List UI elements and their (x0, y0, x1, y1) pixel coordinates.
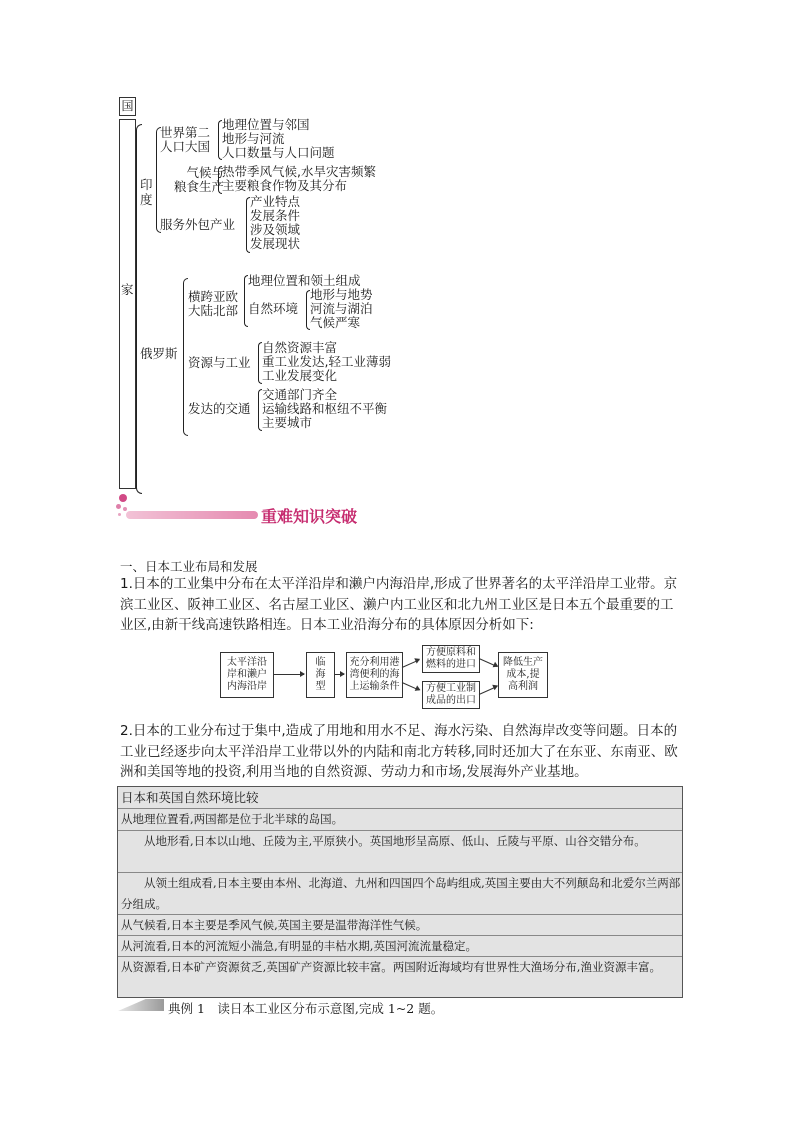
paragraph-2: 2.日本的工业分布过于集中,造成了用地和用水不足、海水污染、自然海岸改变等问题。日本的工业已经逐步向太平洋沿岸工业带以外的内陆和南北方转移,同时还加大了在东亚、东南亚、欧洲和美国等地的投资,利用当地的自然资源、劳动力和市场,发展海外产业基地。 (120, 723, 678, 780)
outline-item: 主要粮食作物及其分布 (222, 178, 348, 193)
outline-item: 工业发展变化 (262, 368, 338, 383)
outline-item: 主要城市 (262, 415, 313, 430)
outline-item: 发展现状 (250, 236, 301, 251)
flow-arrow (335, 674, 344, 675)
flow-box-import: 方便原料和 燃料的进口 (422, 645, 480, 673)
outline-item: 交通部门齐全 (262, 387, 338, 402)
comparison-title: 日本和英国自然环境比较 (118, 787, 682, 809)
outline-guo-box: 国 (119, 97, 136, 116)
subheading: 一、日本工业布局和发展 (120, 559, 258, 574)
outline-india-group2-label: 气候与 粮食生产 (174, 165, 225, 194)
outline-item: 产业特点 (250, 194, 301, 209)
comparison-row: 从领土组成看,日本主要由本州、北海道、九州和四国四个岛屿组成,英国主要由大不列颠岛和北爱尔兰两部分组成。 (118, 873, 682, 915)
outline-item: 涉及领域 (250, 222, 301, 237)
outline-russia-env-label: 自然环境 (248, 301, 299, 316)
example-question: 典例 1 读日本工业区分布示意图,完成 1~2 题。 (168, 1001, 444, 1016)
outline-item: 地理位置和领土组成 (248, 273, 361, 288)
outline-item: 热带季风气候,水旱灾害频繁 (222, 164, 376, 179)
outline-main-column (119, 119, 136, 489)
outline-item: 人口数量与人口问题 (222, 145, 335, 160)
section-header-title: 重难知识突破 (261, 507, 358, 526)
outline-russia-label: 俄罗斯 (140, 346, 178, 361)
outline-jia-label: 家 (121, 282, 134, 297)
comparison-row: 从地形看,日本以山地、丘陵为主,平原狭小。英国地形呈高原、低山、丘陵与平原、山谷交错分布。 (118, 831, 682, 873)
outline-item: 地形与地势 (310, 287, 373, 302)
flow-box-export: 方便工业制 成品的出口 (422, 681, 480, 709)
comparison-row: 从气候看,日本主要是季风气候,英国主要是温带海洋性气候。 (118, 915, 682, 936)
flow-box-type: 临 海 型 (306, 652, 335, 698)
outline-item: 发展条件 (250, 208, 301, 223)
outline-russia-group2-label: 资源与工业 (188, 355, 251, 370)
flow-arrow (479, 658, 498, 667)
outline-item: 自然资源丰富 (262, 340, 338, 355)
flow-box-result: 降低生产 成本,提 高利润 (498, 652, 548, 698)
comparison-table (117, 786, 683, 998)
outline-india-group1-label: 世界第二 人口大国 (160, 125, 211, 154)
flow-arrow (402, 659, 420, 668)
flow-arrow (274, 674, 304, 675)
outline-russia-group3-label: 发达的交通 (188, 401, 251, 416)
comparison-row: 从地理位置看,两国都是位于北半球的岛国。 (118, 809, 682, 831)
example-marker (118, 999, 164, 1011)
comparison-row: 从资源看,日本矿产资源贫乏,英国矿产资源比较丰富。两国附近海域均有世界性大渔场分布,渔业资源丰富。 (121, 960, 661, 974)
outline-india-label: 印 度 (140, 177, 153, 207)
outline-item: 河流与湖泊 (310, 301, 373, 316)
outline-item: 地理位置与邻国 (222, 117, 310, 132)
section-header-line (126, 511, 258, 519)
comparison-row: 从河流看,日本的河流短小湍急,有明显的丰枯水期,英国河流流量稳定。 (118, 936, 682, 957)
flow-box-coast: 太平洋沿 岸和濑户 内海沿岸 (220, 652, 274, 698)
outline-item: 重工业发达,轻工业薄弱 (262, 354, 391, 369)
flow-box-transport: 充分利用港 湾便利的海 上运输条件 (346, 652, 403, 698)
outline-russia-group1-label: 横跨亚欧 大陆北部 (188, 289, 239, 318)
flow-arrow (479, 686, 498, 695)
paragraph-1: 1.日本的工业集中分布在太平洋沿岸和濑户内海沿岸,形成了世界著名的太平洋沿岸工业带。京滨工业区、阪神工业区、名古屋工业区、濑户内工业区和北九州工业区是日本五个最重要的工业区,由新干线高速铁路相连。日本工业沿海分布的具体原因分析如下: (120, 576, 678, 633)
outline-item: 运输线路和枢纽不平衡 (262, 401, 388, 416)
outline-item: 气候严寒 (310, 315, 361, 330)
outline-india-group3-label: 服务外包产业 (160, 217, 236, 232)
flow-arrow (402, 682, 420, 691)
outline-item: 地形与河流 (222, 131, 285, 146)
